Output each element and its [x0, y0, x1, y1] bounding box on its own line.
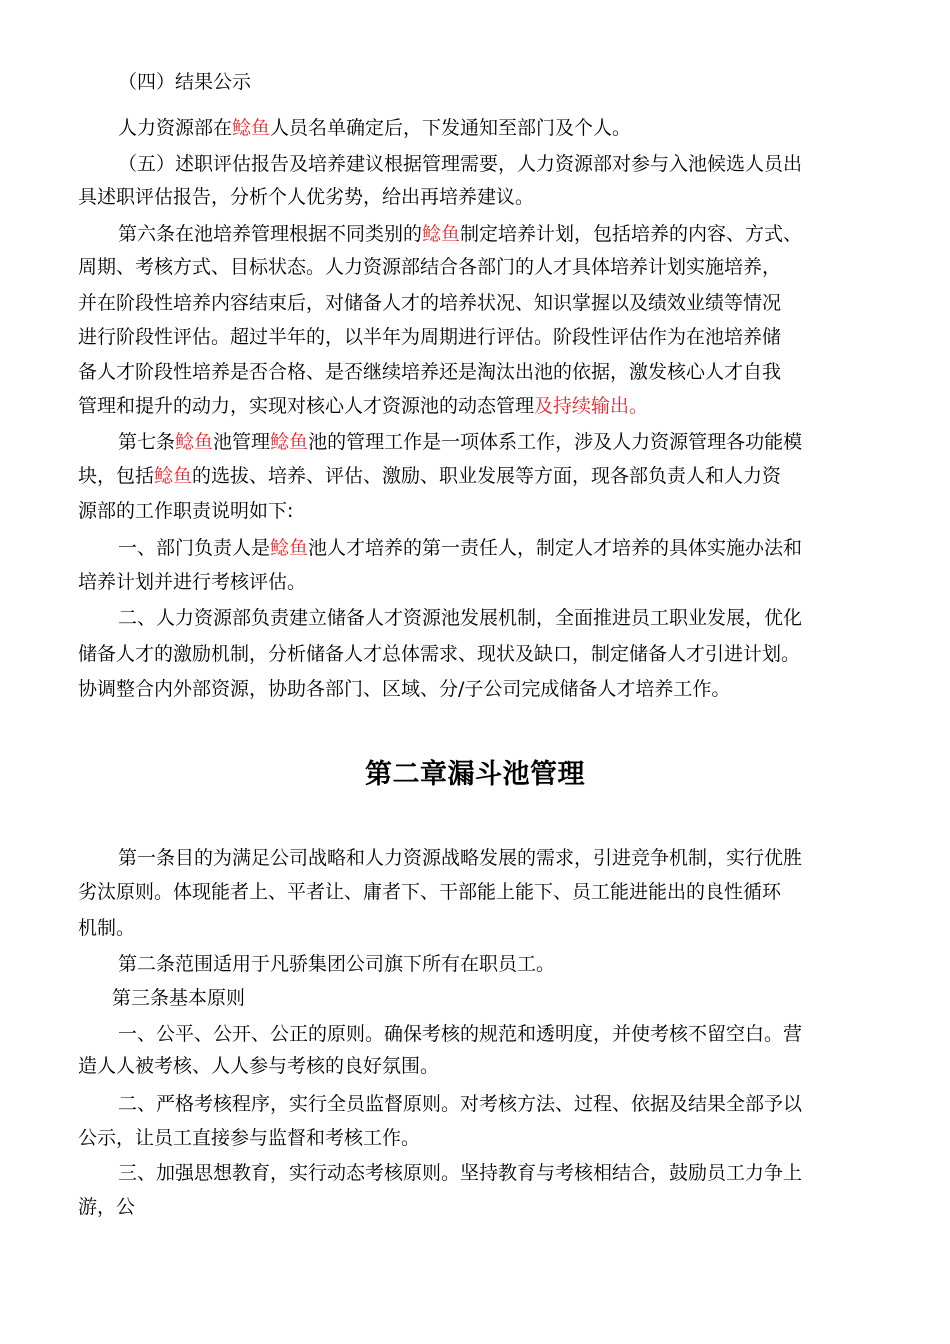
text-run: 人员名单确定后，下发通知至部门及个人。 [270, 117, 632, 139]
duty-1-line-2: 培养计划并进行考核评估。 [78, 571, 307, 593]
article-7-line-3: 源部的工作职责说明如下: [78, 500, 294, 522]
c6-line-2: 游，公 [78, 1196, 136, 1218]
text-run: 池管理 [213, 431, 271, 453]
highlighted-keyword: 鲶鱼 [232, 117, 271, 139]
highlighted-phrase: 及持续输出。 [534, 395, 649, 417]
text-run: 制定培养计划，包括培养的内容、方式、 [460, 223, 803, 245]
article-6-line-6 [78, 393, 648, 419]
text-run: 池的管理工作是一项体系工作，涉及人力资源管理各功能模 [308, 431, 803, 453]
text-run: 第七条 [118, 431, 176, 453]
c4-line-1: 一、公平、公开、公正的原则。确保考核的规范和透明度，并使考核不留空白。营 [118, 1023, 803, 1045]
article-6-line-4: 进行阶段性评估。超过半年的，以半年为周期进行评估。阶段性评估作为在池培养储 [78, 326, 782, 348]
text-run: 的选拔、培养、评估、激励、职业发展等方面，现各部负责人和人力资 [192, 465, 782, 487]
article-6-line-3: 并在阶段性培养内容结束后，对储备人才的培养状况、知识掌握以及绩效业绩等情况 [78, 292, 782, 314]
c3-principles-heading: 第三条基本原则 [112, 987, 246, 1009]
highlighted-keyword: 鲶鱼 [270, 431, 309, 453]
c6-line-1: 三、加强思想教育，实行动态考核原则。坚持教育与考核相结合，鼓励员工力争上 [118, 1162, 803, 1184]
paragraph-report-line-1: （五）述职评估报告及培养建议根据管理需要，人力资源部对参与入池候选人员出 [118, 153, 803, 175]
section-heading-results: （四）结果公示 [118, 71, 252, 93]
article-6-line-2: 周期、考核方式、目标状态。人力资源部结合各部门的人才具体培养计划实施培养， [78, 256, 782, 278]
article-6-line-1 [118, 221, 802, 247]
text-run: 块，包括 [78, 465, 155, 487]
duty-1-line-1 [118, 535, 802, 561]
c5-line-2: 公示，让员工直接参与监督和考核工作。 [78, 1127, 421, 1149]
text-run: 池人才培养的第一责任人，制定人才培养的具体实施办法和 [308, 537, 803, 559]
highlighted-keyword: 鲶鱼 [270, 537, 309, 559]
highlighted-keyword: 鲶鱼 [422, 223, 461, 245]
c1-line-2: 劣汰原则。体现能者上、平者让、庸者下、干部能上能下、员工能进能出的良性循环 [78, 881, 782, 903]
chapter-title: 第二章漏斗池管理 [365, 759, 585, 790]
text-run: 管理和提升的动力，实现对核心人才资源池的动态管理 [78, 395, 535, 417]
text-run: 人力资源部在 [118, 117, 233, 139]
c4-line-2: 造人人被考核、人人参与考核的良好氛围。 [78, 1055, 440, 1077]
c1-line-1: 第一条目的为满足公司战略和人力资源战略发展的需求，引进竞争机制，实行优胜 [118, 847, 803, 869]
c5-line-1: 二、严格考核程序，实行全员监督原则。对考核方法、过程、依据及结果全部予以 [118, 1093, 803, 1115]
highlighted-keyword: 鲶鱼 [154, 465, 193, 487]
article-7-line-1 [118, 429, 802, 455]
article-7-line-2 [78, 463, 781, 489]
text-run: 一、部门负责人是 [118, 537, 271, 559]
highlighted-keyword: 鲶鱼 [175, 431, 214, 453]
duty-2-line-3: 协调整合内外部资源，协助各部门、区域、分/子公司完成储备人才培养工作。 [78, 678, 731, 700]
paragraph-report-line-2: 具述职评估报告，分析个人优劣势，给出再培养建议。 [78, 186, 535, 208]
duty-2-line-1: 二、人力资源部负责建立储备人才资源池发展机制，全面推进员工职业发展，优化 [118, 607, 803, 629]
c1-line-3: 机制。 [78, 917, 136, 939]
paragraph-notice [118, 115, 631, 141]
duty-2-line-2: 储备人才的激励机制，分析储备人才总体需求、现状及缺口，制定储备人才引进计划。 [78, 643, 801, 665]
text-run: 第六条在池培养管理根据不同类别的 [118, 223, 423, 245]
article-6-line-5: 备人才阶段性培养是否合格、是否继续培养还是淘汰出池的依据，激发核心人才自我 [78, 361, 782, 383]
c2-scope: 第二条范围适用于凡骄集团公司旗下所有在职员工。 [118, 953, 556, 975]
